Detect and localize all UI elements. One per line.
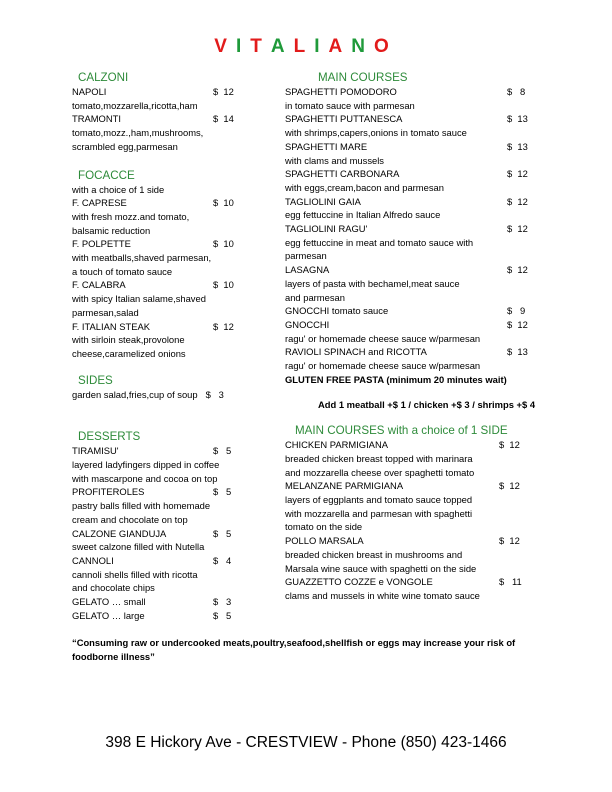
item-text: POLLO MARSALA	[285, 535, 364, 547]
right-column	[285, 71, 545, 603]
item-text: GNOCCHI	[285, 318, 330, 330]
item-text: with mozzarella and parmesan with spaghetti	[285, 507, 473, 519]
item-price: $ 12	[507, 223, 528, 235]
item-text: and mozzarella cheese over spaghetti tomato	[285, 466, 475, 478]
menu-item	[285, 195, 545, 209]
item-text: TIRAMISU'	[72, 445, 119, 457]
focacce-lines	[72, 183, 287, 361]
add-ons-note: Add 1 meatball +$ 1 / chicken +$ 3 / shrimps +$ 4	[318, 399, 536, 411]
menu-item	[72, 237, 287, 251]
menu-item-description	[72, 140, 287, 154]
menu-item-description	[72, 251, 287, 265]
item-text: in tomato sauce with parmesan	[285, 99, 415, 111]
item-text: breaded chicken breast in mushrooms and	[285, 548, 463, 560]
section-heading: DESSERTS	[78, 430, 141, 444]
menu-item-description	[285, 493, 545, 507]
item-text: with meatballs,shaved parmesan,	[72, 252, 212, 264]
desserts-section	[72, 430, 287, 622]
item-text: SPAGHETTI PUTTANESCA	[285, 113, 403, 125]
main-with-side-section	[285, 424, 545, 602]
title-letter: A	[328, 36, 352, 57]
item-text: and parmesan	[285, 291, 345, 303]
menu-item-description	[285, 548, 545, 562]
item-text: layers of eggplants and tomato sauce topped	[285, 493, 473, 505]
item-text: with fresh mozz.and tomato,	[72, 210, 190, 222]
item-text: SPAGHETTI CARBONARA	[285, 168, 400, 180]
item-text: TAGLIOLINI RAGU'	[285, 223, 368, 235]
menu-item	[285, 304, 545, 318]
item-text: with shrimps,capers,onions in tomato sauce	[285, 127, 467, 139]
menu-item	[72, 485, 287, 499]
item-text: MELANZANE PARMIGIANA	[285, 480, 404, 492]
menu-item	[72, 112, 287, 126]
section-heading: MAIN COURSES with a choice of 1 SIDE	[295, 424, 508, 438]
item-text: layers of pasta with bechamel,meat sauce	[285, 277, 460, 289]
item-price: $ 5	[213, 445, 232, 457]
item-text: clams and mussels in white wine tomato sauce	[285, 589, 480, 601]
item-text: parmesan	[285, 250, 327, 262]
menu-item-description	[72, 306, 287, 320]
menu-item-description	[72, 292, 287, 306]
main-courses-section	[285, 71, 545, 412]
item-text: F. ITALIAN STEAK	[72, 320, 150, 332]
item-text: LASAGNA	[285, 264, 330, 276]
item-price: $ 12	[499, 439, 520, 451]
menu-item-description	[72, 458, 287, 472]
footer-address: 398 E Hickory Ave - CRESTVIEW - Phone (850) 423-1466	[105, 734, 507, 751]
item-text: Marsala wine sauce with spaghetti on the side	[285, 562, 477, 574]
item-price: $ 12	[213, 320, 234, 332]
item-price: $ 5	[213, 527, 232, 539]
item-price: $ 12	[507, 195, 528, 207]
sides-lines	[72, 388, 287, 402]
menu-item-description	[285, 181, 545, 195]
section-heading: MAIN COURSES	[318, 71, 408, 84]
item-text: TRAMONTI	[72, 113, 121, 125]
item-price: $ 12	[499, 480, 520, 492]
menu-item	[285, 575, 545, 589]
item-text: pastry balls filled with homemade	[72, 500, 211, 512]
menu-item	[72, 85, 287, 99]
menu-item-description	[285, 236, 545, 250]
item-text: with mascarpone and cocoa on top	[72, 472, 218, 484]
item-text: tomato on the side	[285, 521, 363, 533]
left-column	[72, 71, 287, 623]
item-price: $ 13	[507, 140, 528, 152]
menu-item	[285, 263, 545, 277]
item-text: CANNOLI	[72, 554, 114, 566]
item-price: $ 12	[507, 264, 528, 276]
title-letter: I	[314, 36, 329, 57]
item-text: GELATO … large	[72, 609, 145, 621]
item-price: $ 12	[213, 86, 234, 97]
section-heading: CALZONI	[78, 71, 129, 84]
restaurant-title	[0, 36, 612, 58]
title-letter: A	[270, 36, 294, 57]
menu-item	[285, 479, 545, 493]
menu-item	[285, 318, 545, 332]
menu-item-description	[285, 208, 545, 222]
main-courses-lines	[285, 85, 545, 373]
item-text: sweet calzone filled with Nutella	[72, 541, 205, 553]
menu-item	[285, 140, 545, 154]
title-letter: O	[373, 36, 398, 57]
menu-item-description	[285, 466, 545, 480]
menu-item-description	[285, 452, 545, 466]
menu-item-description	[285, 291, 545, 305]
menu-item-description	[72, 499, 287, 513]
menu-item-description	[72, 333, 287, 347]
item-price: $ 4	[213, 554, 232, 566]
item-text: ragu' or homemade cheese sauce w/parmesan	[285, 332, 481, 344]
item-price: $ 13	[507, 113, 528, 125]
item-text: and chocolate chips	[72, 582, 155, 594]
desserts-lines	[72, 444, 287, 622]
menu-item	[72, 554, 287, 568]
item-text: parmesan,salad	[72, 306, 139, 318]
title-letter: V	[214, 36, 236, 57]
item-text: balsamic reduction	[72, 224, 151, 236]
calzoni-section	[72, 71, 287, 154]
menu-item-description	[72, 568, 287, 582]
menu-item-description	[72, 265, 287, 279]
item-price: $ 12	[499, 535, 520, 547]
calzoni-lines	[72, 85, 287, 154]
menu-item	[72, 609, 287, 623]
item-text: GELATO … small	[72, 596, 146, 608]
item-text: GNOCCHI tomato sauce	[285, 305, 389, 317]
menu-item	[72, 527, 287, 541]
item-text: SPAGHETTI MARE	[285, 140, 368, 152]
title-letter: L	[293, 36, 315, 57]
item-text: garden salad,fries,cup of soup	[72, 388, 198, 400]
item-text: with sirloin steak,provolone	[72, 334, 185, 346]
item-text: tomato,mozz.,ham,mushrooms,	[72, 127, 204, 139]
menu-item	[72, 595, 287, 609]
menu-item	[285, 167, 545, 181]
menu-item-description	[72, 210, 287, 224]
item-text: CHICKEN PARMIGIANA	[285, 439, 388, 451]
item-price: $ 3	[205, 388, 224, 400]
item-text: with a choice of 1 side	[72, 183, 165, 195]
menu-item-description	[285, 332, 545, 346]
menu-item	[72, 388, 287, 402]
menu-item-description	[285, 249, 545, 263]
item-text: F. POLPETTE	[72, 238, 131, 250]
item-price: $ 5	[213, 609, 232, 621]
item-price: $ 12	[507, 318, 528, 330]
item-text: GUAZZETTO COZZE e VONGOLE	[285, 576, 433, 588]
main-with-side-lines	[285, 438, 545, 602]
title-letter: T	[250, 36, 271, 57]
item-price: $ 13	[507, 346, 528, 358]
menu-item	[72, 444, 287, 458]
item-text: NAPOLI	[72, 86, 107, 97]
title-letter: N	[351, 36, 374, 57]
section-heading: SIDES	[78, 373, 113, 387]
item-text: CALZONE GIANDUJA	[72, 527, 167, 539]
menu-item-description	[72, 183, 287, 197]
item-text: a touch of tomato sauce	[72, 265, 173, 277]
menu-item-description	[285, 520, 545, 534]
item-text: SPAGHETTI POMODORO	[285, 86, 397, 97]
menu-item	[72, 278, 287, 292]
item-text: egg fettuccine in Italian Alfredo sauce	[285, 209, 441, 221]
item-text: F. CALABRA	[72, 279, 126, 291]
item-price: $ 10	[213, 279, 234, 291]
item-text: cannoli shells filled with ricotta	[72, 568, 198, 580]
menu-item-description	[72, 540, 287, 554]
item-text: breaded chicken breast topped with marinara	[285, 452, 473, 464]
item-text: scrambled egg,parmesan	[72, 140, 178, 152]
menu-item-description	[285, 154, 545, 168]
item-text: PROFITEROLES	[72, 486, 145, 498]
item-price: $ 12	[507, 168, 528, 180]
menu-item	[285, 345, 545, 359]
menu-item-description	[72, 472, 287, 486]
item-text: RAVIOLI SPINACH and RICOTTA	[285, 346, 427, 358]
menu-item-description	[72, 513, 287, 527]
gluten-free-note: GLUTEN FREE PASTA (minimum 20 minutes wait)	[285, 373, 507, 385]
item-text: egg fettuccine in meat and tomato sauce with	[285, 236, 474, 248]
menu-item	[72, 196, 287, 210]
menu-item-description	[72, 224, 287, 238]
item-text: layered ladyfingers dipped in coffee	[72, 459, 220, 471]
menu-item-description	[72, 581, 287, 595]
item-text: with spicy Italian salame,shaved	[72, 293, 206, 305]
item-price: $ 11	[499, 576, 522, 588]
item-price: $ 10	[213, 197, 234, 209]
menu-item	[285, 534, 545, 548]
item-text: tomato,mozzarella,ricotta,ham	[72, 99, 198, 111]
menu-item-description	[72, 347, 287, 361]
item-price: $ 8	[507, 86, 526, 97]
item-text: with eggs,cream,bacon and parmesan	[285, 181, 444, 193]
menu-item	[285, 438, 545, 452]
item-text: cream and chocolate on top	[72, 513, 188, 525]
menu-item	[285, 222, 545, 236]
menu-item-description	[285, 277, 545, 291]
item-price: $ 10	[213, 238, 234, 250]
menu-item-description	[285, 359, 545, 373]
item-price: $ 3	[213, 596, 232, 608]
item-price: $ 5	[213, 486, 232, 498]
menu-item-description	[72, 99, 287, 113]
menu-item	[72, 320, 287, 334]
item-text: ragu' or homemade cheese sauce w/parmesan	[285, 360, 481, 372]
menu-item-description	[285, 507, 545, 521]
item-price: $ 9	[507, 305, 526, 317]
sides-section	[72, 374, 287, 402]
menu-item-description	[285, 99, 545, 113]
item-price: $ 14	[213, 113, 234, 125]
menu-item-description	[285, 589, 545, 603]
item-text: cheese,caramelized onions	[72, 347, 186, 359]
section-heading: FOCACCE	[78, 168, 135, 182]
item-text: F. CAPRESE	[72, 197, 127, 209]
focacce-section	[72, 169, 287, 361]
menu-item	[285, 85, 545, 99]
item-text: TAGLIOLINI GAIA	[285, 195, 361, 207]
item-text: with clams and mussels	[285, 154, 384, 166]
menu-item	[285, 112, 545, 126]
title-letter: I	[235, 36, 251, 57]
menu-item-description	[285, 126, 545, 140]
food-safety-warning: “Consuming raw or undercooked meats,poultry,seafood,shellfish or eggs may increase your risk of foodborne illness”	[72, 637, 516, 662]
menu-item-description	[285, 562, 545, 576]
menu-item-description	[72, 126, 287, 140]
